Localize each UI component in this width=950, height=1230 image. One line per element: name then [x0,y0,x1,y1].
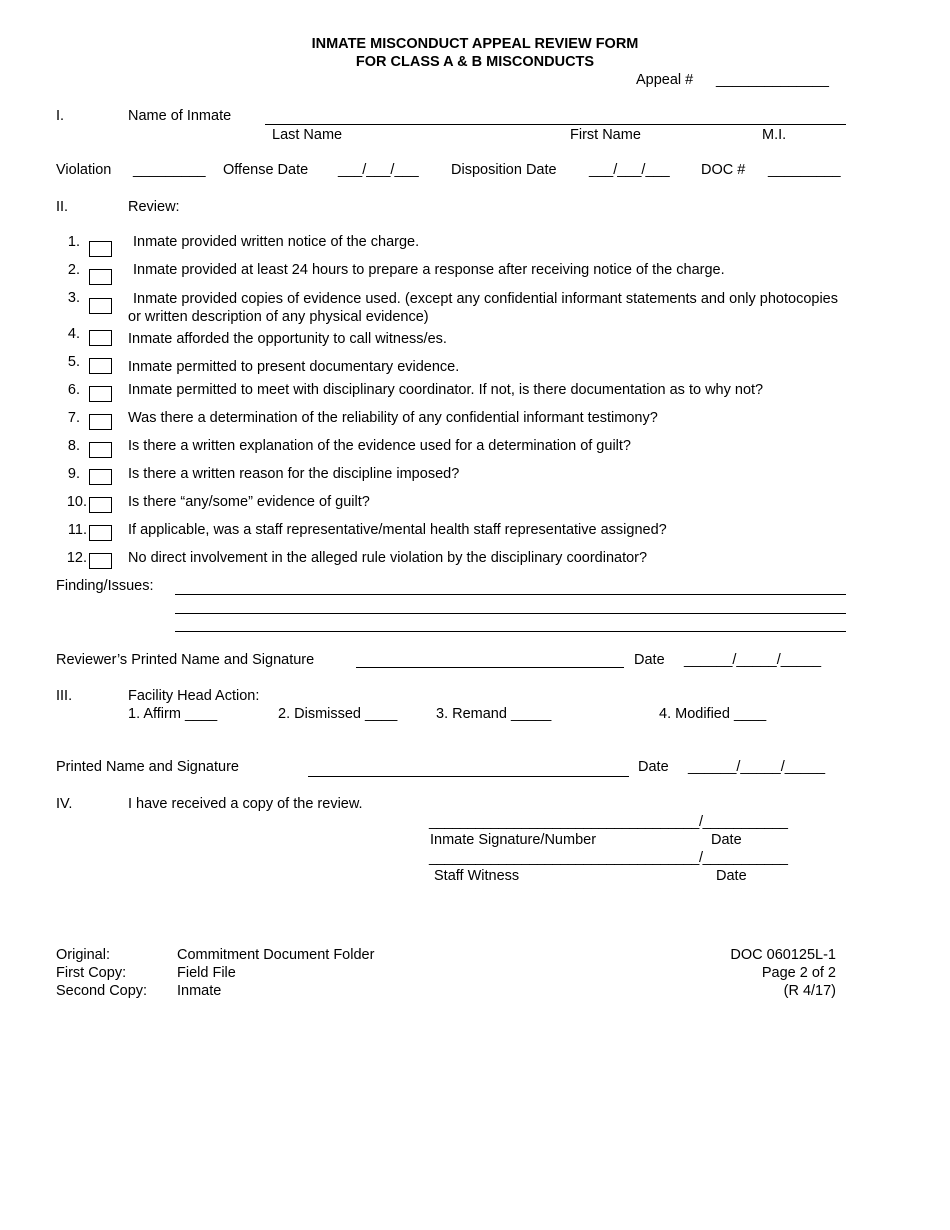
footer-revision: (R 4/17) [783,983,836,999]
finding-issues-line-3[interactable] [175,631,846,632]
received-copy-text: I have received a copy of the review. [128,796,363,812]
reviewer-signature-label: Reviewer’s Printed Name and Signature [56,652,315,668]
reviewer-date-label: Date [634,652,665,668]
inmate-signature-caption: Inmate Signature/Number [430,832,597,848]
offense-date-field[interactable]: ___/___/___ [338,162,419,178]
review-item-2-checkbox[interactable] [89,269,112,285]
review-item-5-text: Inmate permitted to present documentary evidence. [128,359,460,375]
review-item-9-checkbox[interactable] [89,469,112,485]
first-name-caption: First Name [570,127,641,143]
review-item-10-text: Is there “any/some” evidence of guilt? [128,494,370,510]
review-item-11-text: If applicable, was a staff representative/mental health staff representative assigned? [128,522,667,538]
inmate-signature-field[interactable]: ___________________________________/___________ [429,814,788,830]
section-1-numeral: I. [56,108,65,124]
reviewer-date-field[interactable]: ______/_____/_____ [684,652,822,668]
facility-head-date-field[interactable]: ______/_____/_____ [688,759,826,775]
review-item-number: 6. [67,382,80,398]
review-item-number: 4. [67,326,80,342]
review-item-number: 2. [67,262,80,278]
violation-field[interactable]: _________ [133,162,206,178]
action-affirm-option[interactable]: 1. Affirm ____ [128,706,218,722]
footer-original-label: Original: [56,947,110,963]
review-item-8-checkbox[interactable] [89,442,112,458]
section-4-numeral: IV. [56,796,73,812]
review-item-number: 10. [66,494,87,510]
review-item-12-text: No direct involvement in the alleged rule violation by the disciplinary coordinator? [128,550,648,566]
review-label: Review: [128,199,180,215]
review-item-8-text: Is there a written explanation of the evidence used for a determination of guilt? [128,438,631,454]
staff-date-caption: Date [716,868,747,884]
footer-first-copy-value: Field File [177,965,236,981]
facility-head-action-label: Facility Head Action: [128,688,260,704]
review-item-3-text: Inmate provided copies of evidence used. (except any confidential informant statements and only photocopies or written description of any physical evidence) [128,291,838,325]
doc-number-label: DOC # [701,162,746,178]
review-item-number: 11. [67,522,87,538]
review-item-1-checkbox[interactable] [89,241,112,257]
appeal-number-field[interactable]: ______________ [716,72,829,88]
review-item-number: 9. [67,466,80,482]
disposition-date-label: Disposition Date [451,162,557,178]
violation-label: Violation [56,162,112,178]
staff-witness-caption: Staff Witness [434,868,520,884]
finding-issues-line-2[interactable] [175,613,846,614]
review-item-number: 8. [67,438,80,454]
review-item-4-checkbox[interactable] [89,330,112,346]
action-dismissed-option[interactable]: 2. Dismissed ____ [278,706,398,722]
form-title-line1: INMATE MISCONDUCT APPEAL REVIEW FORM [311,36,639,52]
form-title-line2: FOR CLASS A & B MISCONDUCTS [355,54,595,70]
review-item-number: 12. [66,550,87,566]
review-item-number: 1. [67,234,80,250]
review-item-4-text: Inmate afforded the opportunity to call witness/es. [128,331,447,347]
review-item-number: 7. [67,410,80,426]
offense-date-label: Offense Date [223,162,309,178]
finding-issues-label: Finding/Issues: [56,578,154,594]
review-item-9-text: Is there a written reason for the discipline imposed? [128,466,460,482]
last-name-caption: Last Name [272,127,343,143]
review-item-number: 3. [67,290,80,306]
doc-number-field[interactable]: _________ [768,162,841,178]
review-item-12-checkbox[interactable] [89,553,112,569]
footer-doc-number: DOC 060125L-1 [730,947,836,963]
footer-first-copy-label: First Copy: [56,965,127,981]
footer-second-copy-value: Inmate [177,983,222,999]
disposition-date-field[interactable]: ___/___/___ [589,162,670,178]
facility-head-date-label: Date [638,759,669,775]
action-modified-option[interactable]: 4. Modified ____ [659,706,767,722]
facility-head-signature-field[interactable] [308,776,629,777]
review-item-10-checkbox[interactable] [89,497,112,513]
review-item-5-checkbox[interactable] [89,358,112,374]
review-item-7-checkbox[interactable] [89,414,112,430]
review-item-6-text: Inmate permitted to meet with disciplinary coordinator. If not, is there documentation as to why not? [128,382,764,398]
reviewer-signature-field[interactable] [356,667,624,668]
footer-original-value: Commitment Document Folder [177,947,375,963]
review-item-1-text: Inmate provided written notice of the charge. [133,234,420,250]
footer-page-number: Page 2 of 2 [761,965,836,981]
inmate-date-caption: Date [711,832,742,848]
review-item-3-checkbox[interactable] [89,298,112,314]
review-item-6-checkbox[interactable] [89,386,112,402]
appeal-number-label: Appeal # [636,72,694,88]
review-item-number: 5. [67,354,80,370]
review-item-11-checkbox[interactable] [89,525,112,541]
inmate-name-field[interactable] [265,124,846,125]
middle-initial-caption: M.I. [762,127,787,143]
footer-second-copy-label: Second Copy: [56,983,148,999]
name-of-inmate-label: Name of Inmate [128,108,232,124]
printed-name-signature-label: Printed Name and Signature [56,759,239,775]
review-item-7-text: Was there a determination of the reliability of any confidential informant testimony? [128,410,658,426]
section-3-numeral: III. [56,688,73,704]
review-item-2-text: Inmate provided at least 24 hours to prepare a response after receiving notice of the charge. [133,262,725,278]
staff-witness-field[interactable]: ___________________________________/___________ [429,850,788,866]
action-remand-option[interactable]: 3. Remand _____ [436,706,552,722]
section-2-numeral: II. [56,199,69,215]
finding-issues-line-1[interactable] [175,594,846,595]
